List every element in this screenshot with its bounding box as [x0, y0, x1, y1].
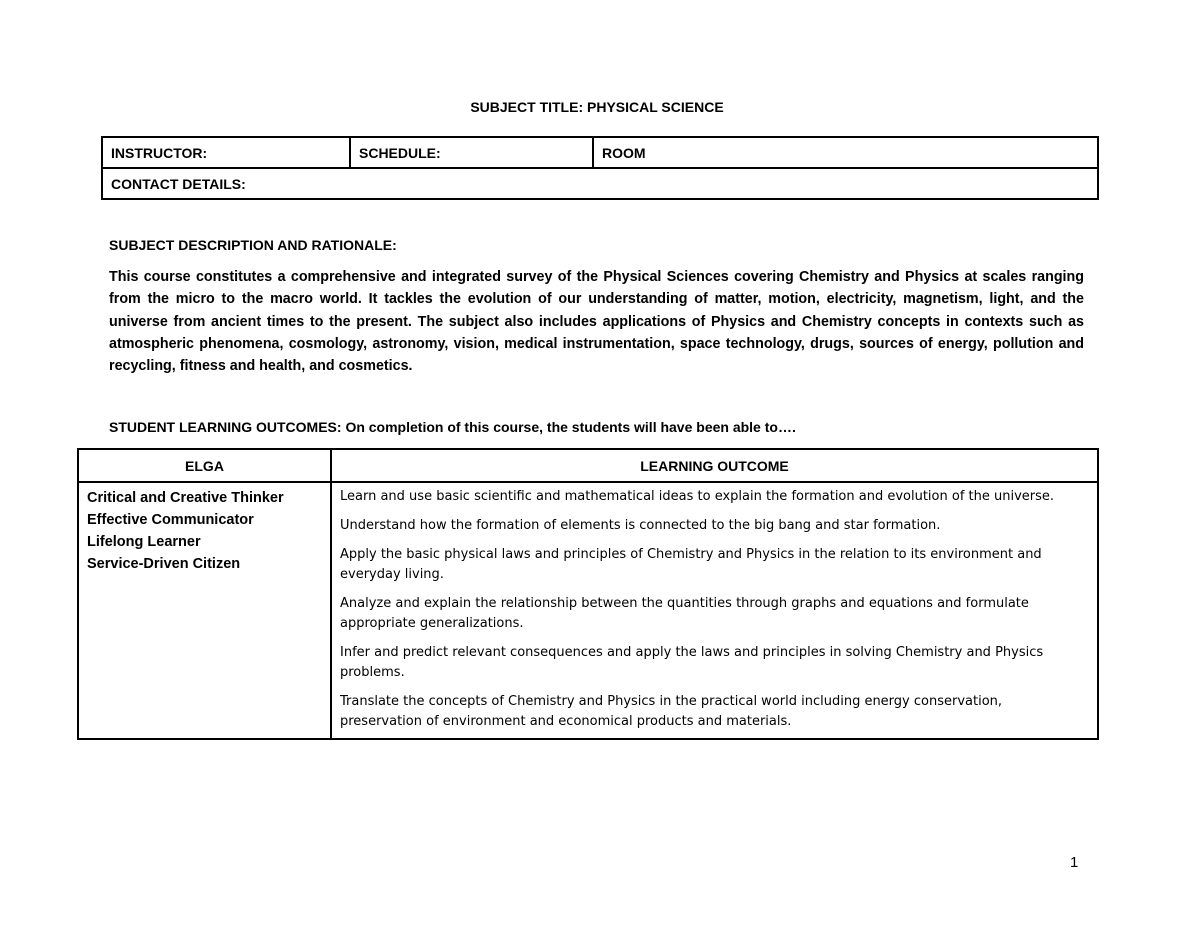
room-cell: ROOM	[593, 137, 1098, 168]
info-row-1	[102, 137, 1098, 168]
learning-outcome-item: Analyze and explain the relationship between the quantities through graphs and equations and formulate appropriate generalizations.	[340, 596, 1029, 631]
elga-item: Effective Communicator	[87, 512, 254, 528]
elga-item: Critical and Creative Thinker	[87, 490, 284, 506]
elga-item: Service-Driven Citizen	[87, 556, 241, 572]
instructor-cell: INSTRUCTOR:	[102, 137, 350, 168]
page-title: SUBJECT TITLE: PHYSICAL SCIENCE	[470, 99, 724, 115]
info-row-2	[102, 168, 1098, 199]
outcomes-header-row	[78, 449, 1098, 482]
description-body: This course constitutes a comprehensive and integrated survey of the Physical Sciences covering Chemistry and Physics at scales ranging from the micro to the macro world. It tackles the evolution of our understanding of matter, motion, electricity, magnetism, light, and the universe from ancient times to the present. The subject also includes applications of Physics and Chemistry concepts in contexts such as atmospheric phenomena, cosmology, astronomy, vision, medical instrumentation, space technology, drugs, sources of energy, pollution and recycling, fitness and health, and cosmetics.	[109, 269, 1084, 375]
page-number: 1	[1070, 854, 1079, 871]
outcomes-heading: STUDENT LEARNING OUTCOMES: On completion of this course, the students will have been able to….	[109, 419, 796, 435]
learning-outcomes-table	[77, 448, 1099, 740]
subject-info-table	[101, 136, 1099, 200]
elga-column-header: ELGA	[78, 449, 331, 482]
learning-outcomes-cell	[331, 482, 1098, 739]
learning-outcome-item: Apply the basic physical laws and principles of Chemistry and Physics in the relation to its environment and everyday living.	[340, 547, 1042, 582]
learning-outcome-column-header: LEARNING OUTCOME	[331, 449, 1098, 482]
contact-details-cell: CONTACT DETAILS:	[102, 168, 1098, 199]
outcomes-body-row	[78, 482, 1098, 739]
learning-outcome-item: Understand how the formation of elements is connected to the big bang and star formation.	[340, 518, 941, 533]
learning-outcome-item: Infer and predict relevant consequences and apply the laws and principles in solving Chemistry and Physics problems.	[340, 645, 1044, 680]
learning-outcome-item: Translate the concepts of Chemistry and Physics in the practical world including energy conservation, preservation of environment and economical products and materials.	[340, 694, 1003, 729]
elga-item: Lifelong Learner	[87, 534, 201, 550]
schedule-cell: SCHEDULE:	[350, 137, 593, 168]
elga-cell	[78, 482, 331, 739]
description-heading: SUBJECT DESCRIPTION AND RATIONALE:	[109, 237, 397, 253]
learning-outcome-item: Learn and use basic scientific and mathematical ideas to explain the formation and evolution of the universe.	[340, 489, 1055, 504]
